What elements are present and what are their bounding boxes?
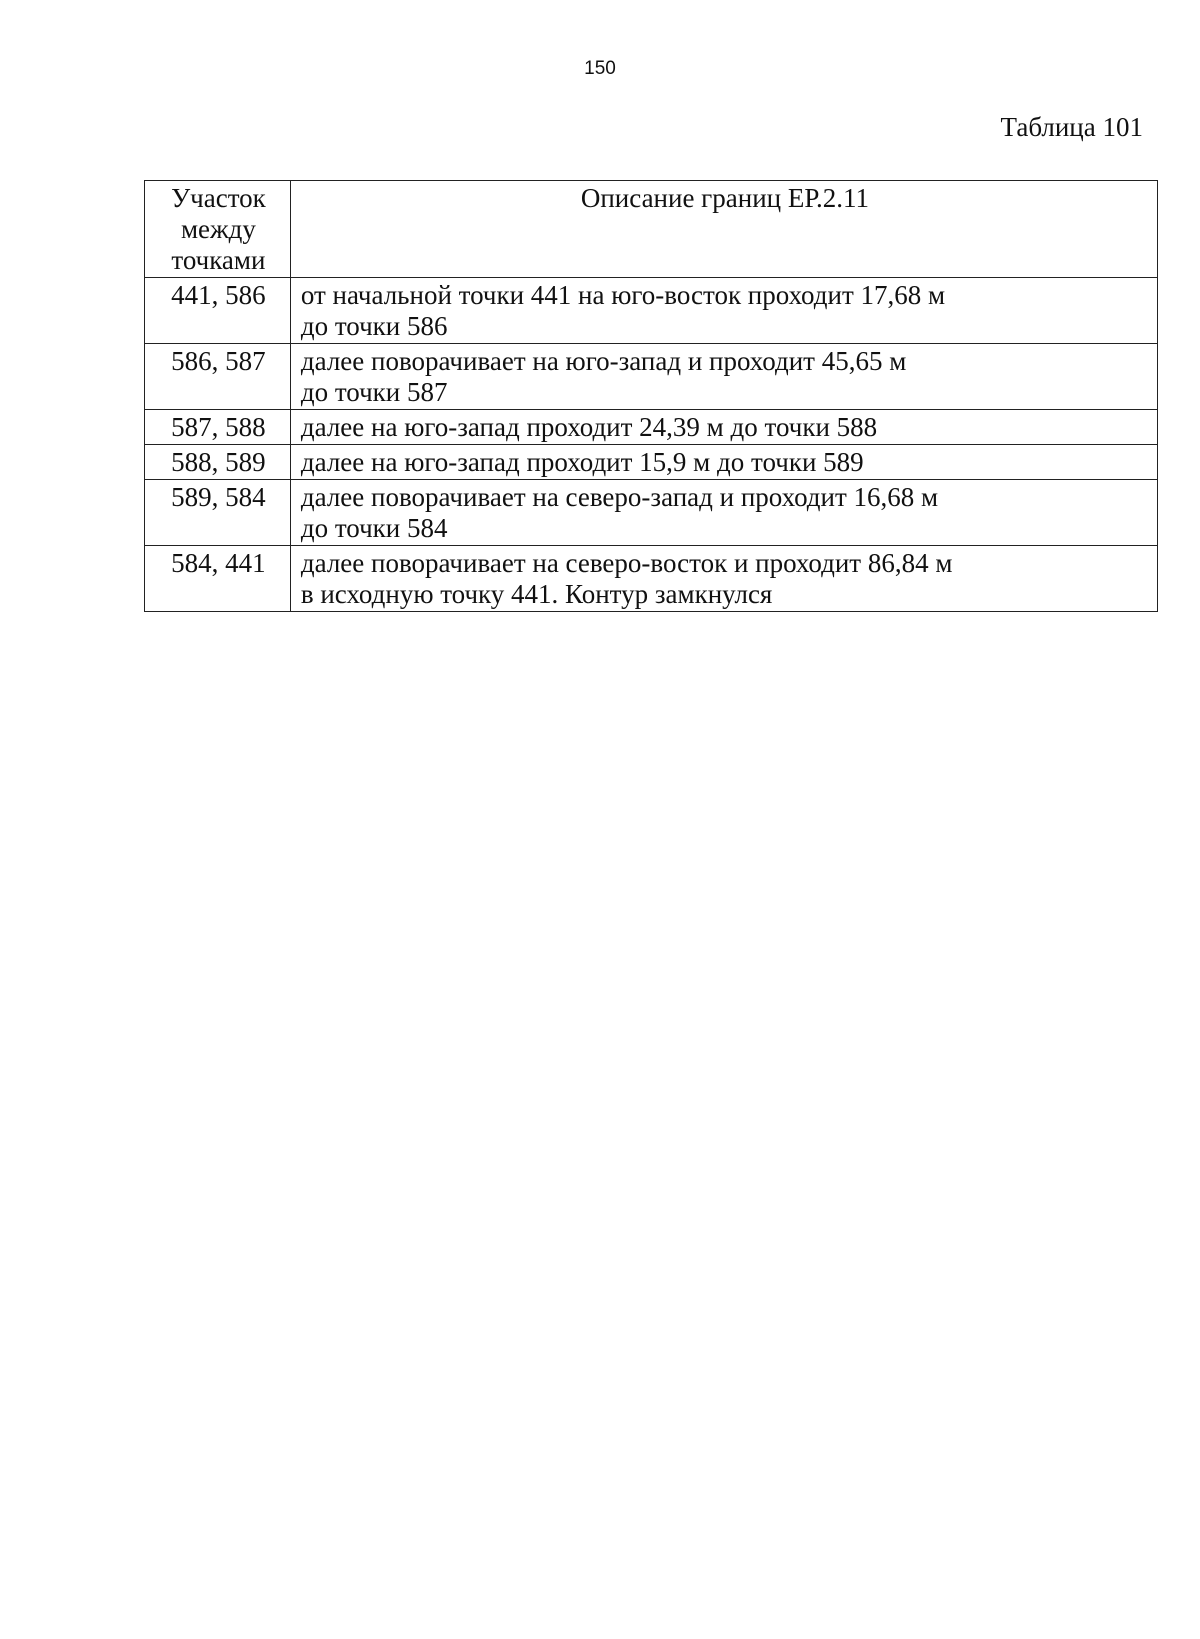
table-row xyxy=(145,480,1158,546)
description-line: до точки 587 xyxy=(300,377,448,407)
description-cell xyxy=(290,546,1157,612)
segment-cell: 587, 588 xyxy=(145,410,291,445)
description-line: далее на юго-запад проходит 24,39 м до точки 588 xyxy=(300,412,878,442)
segment-cell: 586, 587 xyxy=(145,344,291,410)
header-segment-line: точками xyxy=(171,245,266,275)
description-cell xyxy=(290,480,1157,546)
header-description: Описание границ ЕР.2.11 xyxy=(290,181,1157,278)
description-line: до точки 586 xyxy=(300,311,448,341)
table-row xyxy=(145,445,1158,480)
description-line: далее на юго-запад проходит 15,9 м до точки 589 xyxy=(300,447,864,477)
description-line: до точки 584 xyxy=(300,513,448,543)
header-segment-line: Участок xyxy=(171,183,266,213)
segment-cell: 589, 584 xyxy=(145,480,291,546)
table-row xyxy=(145,344,1158,410)
page-number: 150 xyxy=(584,58,616,79)
segment-cell: 584, 441 xyxy=(145,546,291,612)
table-caption: Таблица 101 xyxy=(1000,112,1143,142)
segment-cell: 441, 586 xyxy=(145,278,291,344)
description-line: от начальной точки 441 на юго-восток проходит 17,68 м xyxy=(300,280,946,310)
description-line: в исходную точку 441. Контур замкнулся xyxy=(300,579,773,609)
description-line: далее поворачивает на северо-запад и проходит 16,68 м xyxy=(300,482,939,512)
description-cell xyxy=(290,445,1157,480)
description-cell xyxy=(290,344,1157,410)
table-row xyxy=(145,410,1158,445)
table-row xyxy=(145,278,1158,344)
description-cell xyxy=(290,410,1157,445)
header-segment xyxy=(145,181,291,278)
description-cell xyxy=(290,278,1157,344)
boundary-description-table xyxy=(144,180,1158,612)
table-header-row xyxy=(145,181,1158,278)
segment-cell: 588, 589 xyxy=(145,445,291,480)
description-line: далее поворачивает на юго-запад и проходит 45,65 м xyxy=(300,346,907,376)
table-row xyxy=(145,546,1158,612)
description-line: далее поворачивает на северо-восток и проходит 86,84 м xyxy=(300,548,953,578)
header-segment-line: между xyxy=(180,214,256,244)
